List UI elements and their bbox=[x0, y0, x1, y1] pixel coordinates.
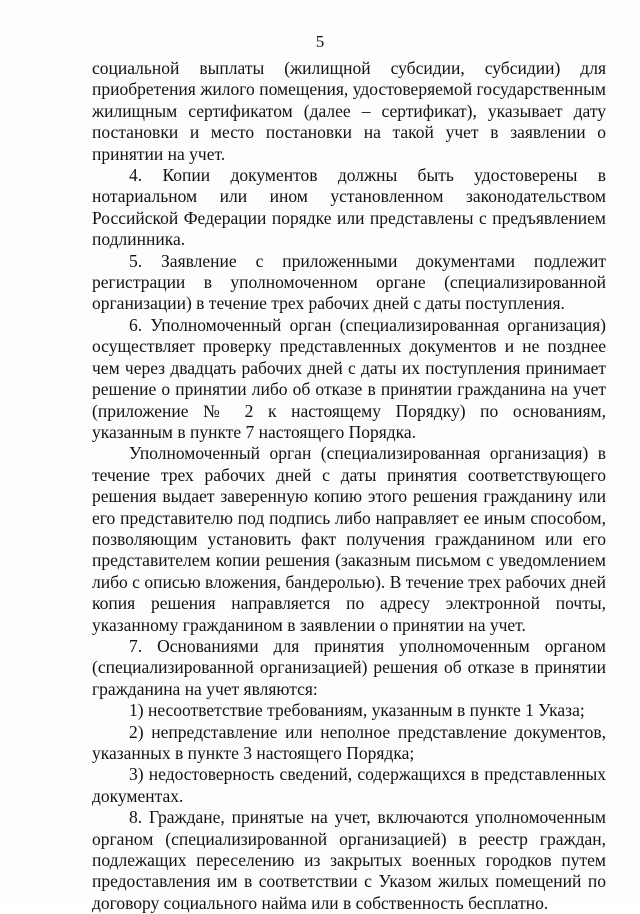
page-number: 5 bbox=[315, 32, 325, 51]
document-body bbox=[92, 58, 606, 914]
paragraph-item-5: 5. Заявление с приложенными документами подлежит регистрации в уполномоченном органе (специализированной организации) в течение трех рабочих дней с даты поступления. bbox=[92, 250, 606, 314]
paragraph-item-8: 8. Граждане, принятые на учет, включаются уполномоченным органом (специализированной организацией) в реестр граждан, подлежащих переселению из закрытых военных городков путем предоставления им в соответствии с Указом жилых помещений по договору социального найма или в собственность бесплатно. bbox=[92, 807, 606, 913]
paragraph-continuation: социальной выплаты (жилищной субсидии, субсидии) для приобретения жилого помещения, удостоверяемой государственным жилищным сертификатом (далее – сертификат), указывает дату постановки и место постановки на такой учет в заявлении о принятии на учет. bbox=[92, 58, 606, 164]
paragraph-item-6-decision: Уполномоченный орган (специализированная организация) в течение трех рабочих дней с даты принятия соответствующего решения выдает заверенную копию этого решения гражданину или его представителю под подпись либо направляет ее иным способом, позволяющим установить факт получения гражданином или его представителем копии решения (заказным письмом с уведомлением либо с описью вложения, бандеролью). В течение трех рабочих дней копия решения направляется по адресу электронной почты, указанному гражданином в заявлении о принятии на учет. bbox=[92, 443, 606, 635]
paragraph-item-7-sub-2: 2) непредставление или неполное представление документов, указанных в пункте 3 настоящего Порядка; bbox=[92, 721, 606, 763]
paragraph-item-7-sub-3: 3) недостоверность сведений, содержащихся в представленных документах. bbox=[92, 764, 606, 806]
paragraph-item-7: 7. Основаниями для принятия уполномоченным органом (специализированной организацией) решения об отказе в принятии гражданина на учет являются: bbox=[92, 635, 606, 699]
paragraph-item-6: 6. Уполномоченный орган (специализированная организация) осуществляет проверку представленных документов и не позднее чем через двадцать рабочих дней с даты их поступления принимает решение о принятии либо об отказе в принятии гражданина на учет (приложение № 2 к настоящему Порядку) по основаниям, указанным в пункте 7 настоящего Порядка. bbox=[92, 314, 606, 442]
paragraph-item-4: 4. Копии документов должны быть удостоверены в нотариальном или ином установленном законодательством Российской Федерации порядке или представлены с предъявлением подлинника. bbox=[92, 165, 606, 250]
paragraph-item-7-sub-1: 1) несоответствие требованиям, указанным в пункте 1 Указа; bbox=[129, 700, 585, 721]
